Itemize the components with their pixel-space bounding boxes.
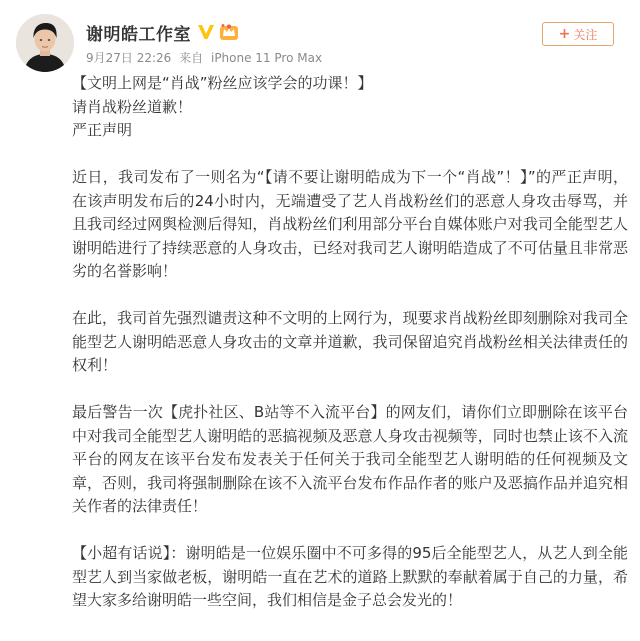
- post-content: [72, 72, 628, 613]
- plus-icon: +: [558, 26, 571, 42]
- source-prefix: 来自: [179, 51, 204, 65]
- author-name[interactable]: 谢明皓工作室: [86, 24, 191, 45]
- avatar-person-icon: [16, 14, 74, 72]
- post-date[interactable]: 9月27日 22:26: [86, 51, 172, 65]
- post-paragraph: 最后警告一次【虎扑社区、B站等不入流平台】的网友们，请你们立即删除在该平台中对我司全能型艺人谢明皓的恶搞视频及恶意人身攻击视频等，同时也禁止该不入流平台的网友在该平台发布发表关于任何关于我司全能型艺人谢明皓的任何视频及文章，否则，我司将强制删除在该不入流平台发布作品作者的账户及恶搞作品并追究相关作者的法律责任！: [72, 403, 628, 515]
- paragraph-gap: [72, 284, 628, 308]
- follow-button[interactable]: [542, 22, 614, 46]
- author-avatar[interactable]: [16, 14, 74, 72]
- post-statement-line: 严正声明: [72, 121, 133, 139]
- source-device: iPhone 11 Pro Max: [210, 51, 323, 65]
- paragraph-gap: [72, 143, 628, 167]
- verified-badge-icon[interactable]: [197, 23, 215, 41]
- post-header: [16, 14, 624, 72]
- post-paragraph: 【小超有话说】：谢明皓是一位娱乐圈中不可多得的95后全能型艺人，从艺人到全能型艺人到当家做老板，谢明皓一直在艺术的道路上默默的奉献着属于自己的力量，希望大家多给谢明皓一些空间，我们相信是金子总会发光的！: [72, 544, 628, 609]
- author-name-row: [86, 20, 322, 44]
- post-paragraph: 在此，我司首先强烈谴责这种不文明的上网行为，现要求肖战粉丝即刻删除对我司全能型艺人谢明皓恶意人身攻击的文章并道歉，我司保留追究肖战粉丝相关法律责任的权利！: [72, 309, 628, 374]
- vip-member-crown-icon[interactable]: [219, 23, 239, 41]
- paragraph-gap: [72, 519, 628, 543]
- post-paragraph: 近日，我司发布了一则名为“【请不要让谢明皓成为下一个“肖战”！】”的严正声明，在该声明发布后的24小时内，无端遭受了艺人肖战粉丝们的恶意人身攻击辱骂，并且我司经过网舆检测后得知，肖战粉丝们利用部分平台自媒体账户对我司全能型艺人谢明皓进行了持续恶意的人身攻击，已经对我司艺人谢明皓造成了不可估量且非常恶劣的名誉影响！: [72, 168, 628, 280]
- post-demand-line: 请肖战粉丝道歉！: [72, 97, 193, 116]
- follow-label: 关注: [573, 27, 598, 42]
- post-title-line: 【文明上网是“肖战”粉丝应该学会的功课！】: [72, 74, 373, 92]
- paragraph-gap: [72, 378, 628, 402]
- post-meta: [86, 49, 322, 66]
- author-block: [86, 20, 322, 68]
